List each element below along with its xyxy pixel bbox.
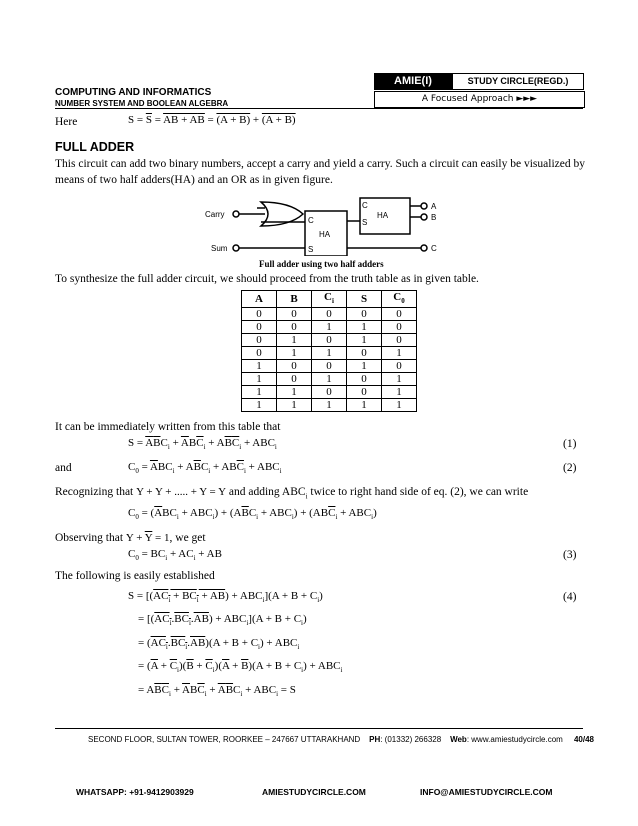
equation-4-step1: = $[(AC_i.BC_i.\overline{AB}) + ABC_i](A + B + C_i)$ [138,613,307,628]
table-cell: 1 [347,321,382,334]
table-cell: 0 [347,386,382,399]
footer-address: SECOND FLOOR, SULTAN TOWER, ROORKEE – 247667 UTTARAKHAND [88,735,361,744]
table-cell: 0 [242,308,277,321]
study-circle-badge: STUDY CIRCLE(REGD.) [452,73,584,90]
footer [88,735,594,744]
footer-phone: : (01332) 266328 [380,735,442,744]
column-header: $C_i$ [312,291,347,308]
table-cell: 0 [277,373,312,386]
equation-4-step3: = $(\overline{A} + \overline{C}_i)(\overline{B} + \overline{C}_i)(\overline{A} + \overline{B})(A + B + C_i) + ABC_i$ [138,660,343,675]
table-cell: 1 [382,386,417,399]
table-cell: 1 [312,373,347,386]
table-cell: 1 [242,399,277,412]
whatsapp-contact[interactable]: WHATSAPP: +91-9412903929 [76,787,194,797]
table-row [242,373,417,386]
full-adder-diagram [195,196,445,256]
table-cell: 1 [382,399,417,412]
table-cell: 0 [382,360,417,373]
output-c-label: C [431,244,437,253]
email-link[interactable]: INFO@AMIESTUDYCIRCLE.COM [420,787,553,797]
truth-table [241,290,417,412]
table-cell: 1 [242,360,277,373]
equation-4-step2: = $(AC_i.BC_i.\overline{AB})(A + B + C_i) + ABC_i$ [138,637,300,652]
table-cell: 1 [277,334,312,347]
table-cell: 1 [382,347,417,360]
output-b-label: B [431,213,437,222]
table-cell: 0 [347,347,382,360]
table-cell: 1 [347,360,382,373]
equation-here: $S = \overline{S}$ = AB + AB = (A + B) + (A + B) [128,114,296,126]
table-cell: 0 [382,308,417,321]
recognizing-lead: Recognizing that [55,486,134,498]
table-cell: 0 [242,347,277,360]
ha2-label: HA [377,211,389,220]
page-number: 40/48 [573,735,594,744]
footer-rule [55,728,583,729]
table-cell: 1 [277,399,312,412]
table-cell: 1 [242,386,277,399]
header-subject: COMPUTING AND INFORMATICS [55,86,212,98]
equation-1-number: (1) [563,438,577,450]
truth-table-intro: To synthesize the full adder circuit, we should proceed from the truth table as in given table. [55,273,479,285]
table-header-row [242,291,417,308]
table-cell: 1 [312,399,347,412]
table-cell: 0 [277,308,312,321]
section-title: FULL ADDER [55,140,135,154]
table-cell: 0 [312,360,347,373]
footer-ph-label: PH [369,735,381,744]
sum-label: Sum [211,244,228,253]
table-cell: 0 [312,308,347,321]
table-cell: 0 [382,321,417,334]
complement-identity: $Y + \overline{Y} = 1$ [125,532,170,544]
and-label: and [55,462,72,474]
table-cell: 1 [347,399,382,412]
ha1-c-label: C [308,216,314,225]
equation-4-number: (4) [563,591,577,603]
footer-web[interactable]: : www.amiestudycircle.com [466,735,563,744]
ha1-s-label: S [308,245,314,254]
table-cell: 0 [347,373,382,386]
website-link[interactable]: AMIESTUDYCIRCLE.COM [262,787,366,797]
table-cell: 0 [382,334,417,347]
table-row [242,386,417,399]
intro-paragraph: This circuit can add two binary numbers, accept a carry and yield a carry. Such a circuit can easily be visualized by means of two half adders(HA) and an OR as in given figure. [55,158,585,186]
observing-lead: Observing that [55,532,124,544]
established-text: The following is easily established [55,570,215,582]
equation-4-step4: = $A\overline{B}\overline{C}_i + \overline{A}B\overline{C}_i + \overline{A}\overline{B}C_i + ABC_i = S$ [138,684,296,699]
equation-4: $S = [(AC_i + BC_i + AB) + ABC_i](A + B + C_i)$ [128,590,323,605]
column-header: B [277,291,312,308]
observing-text [55,530,206,546]
footer-web-label: Web [450,735,467,744]
table-row [242,334,417,347]
amie-badge: AMIE(I) [374,73,452,90]
table-cell: 0 [242,334,277,347]
table-cell: 0 [347,308,382,321]
table-row [242,321,417,334]
equation-expanded: $C_0 = (\overline{A}BC_i + ABC_i) + (A\overline{B}C_i + ABC_i) + (AB\overline{C}_i + ABC_i)$ [128,507,377,522]
table-row [242,308,417,321]
table-cell: 1 [312,321,347,334]
table-row [242,360,417,373]
ha2-c-label: C [362,201,368,210]
column-header: S [347,291,382,308]
table-cell: 0 [312,386,347,399]
header-rule [55,108,583,109]
equation-2-number: (2) [563,462,577,474]
table-cell: 1 [312,347,347,360]
ha1-label: HA [319,230,331,239]
identity-expression: Y + Y + ..... + Y = Y [136,486,227,498]
figure-caption: Full adder using two half adders [259,259,384,269]
column-header: $C_0$ [382,291,417,308]
table-row [242,399,417,412]
equation-3-number: (3) [563,549,577,561]
table-cell: 1 [242,373,277,386]
table-cell: 1 [347,334,382,347]
equation-3: $C_0 = BC_i + AC_i$ + AB [128,548,222,563]
table-cell: 0 [277,360,312,373]
carry-label: Carry [205,210,225,219]
ha2-s-label: S [362,218,368,227]
table-cell: 1 [382,373,417,386]
recognizing-text: Recognizing that Y + Y + ..... + Y = Y and adding $ABC_i$ twice to right hand side of eq. (2), we can write [55,486,529,501]
table-cell: 0 [277,321,312,334]
header-topic: NUMBER SYSTEM AND BOOLEAN ALGEBRA [55,99,229,108]
here-label: Here [55,116,78,128]
observing-tail: , we get [169,532,206,544]
tagline-box: A Focused Approach ►►► [374,91,585,108]
immediate-text: It can be immediately written from this table that [55,421,281,433]
column-header: A [242,291,277,308]
table-cell: 1 [277,386,312,399]
table-cell: 1 [277,347,312,360]
table-row [242,347,417,360]
equation-2: $C_0 = \overline{A}BC_i + A\overline{B}C_i + AB\overline{C}_i + ABC_i$ [128,461,282,476]
table-cell: 0 [242,321,277,334]
equation-1: $S = \overline{A}\overline{B}C_i + \overline{A}B\overline{C}_i + A\overline{B}\overline{C}_i + ABC_i$ [128,437,277,452]
recognizing-mid: and adding ABC [228,486,306,498]
table-cell: 0 [312,334,347,347]
output-a-label: A [431,202,437,211]
recognizing-tail: twice to right hand side of eq. (2), we can write [310,486,529,498]
